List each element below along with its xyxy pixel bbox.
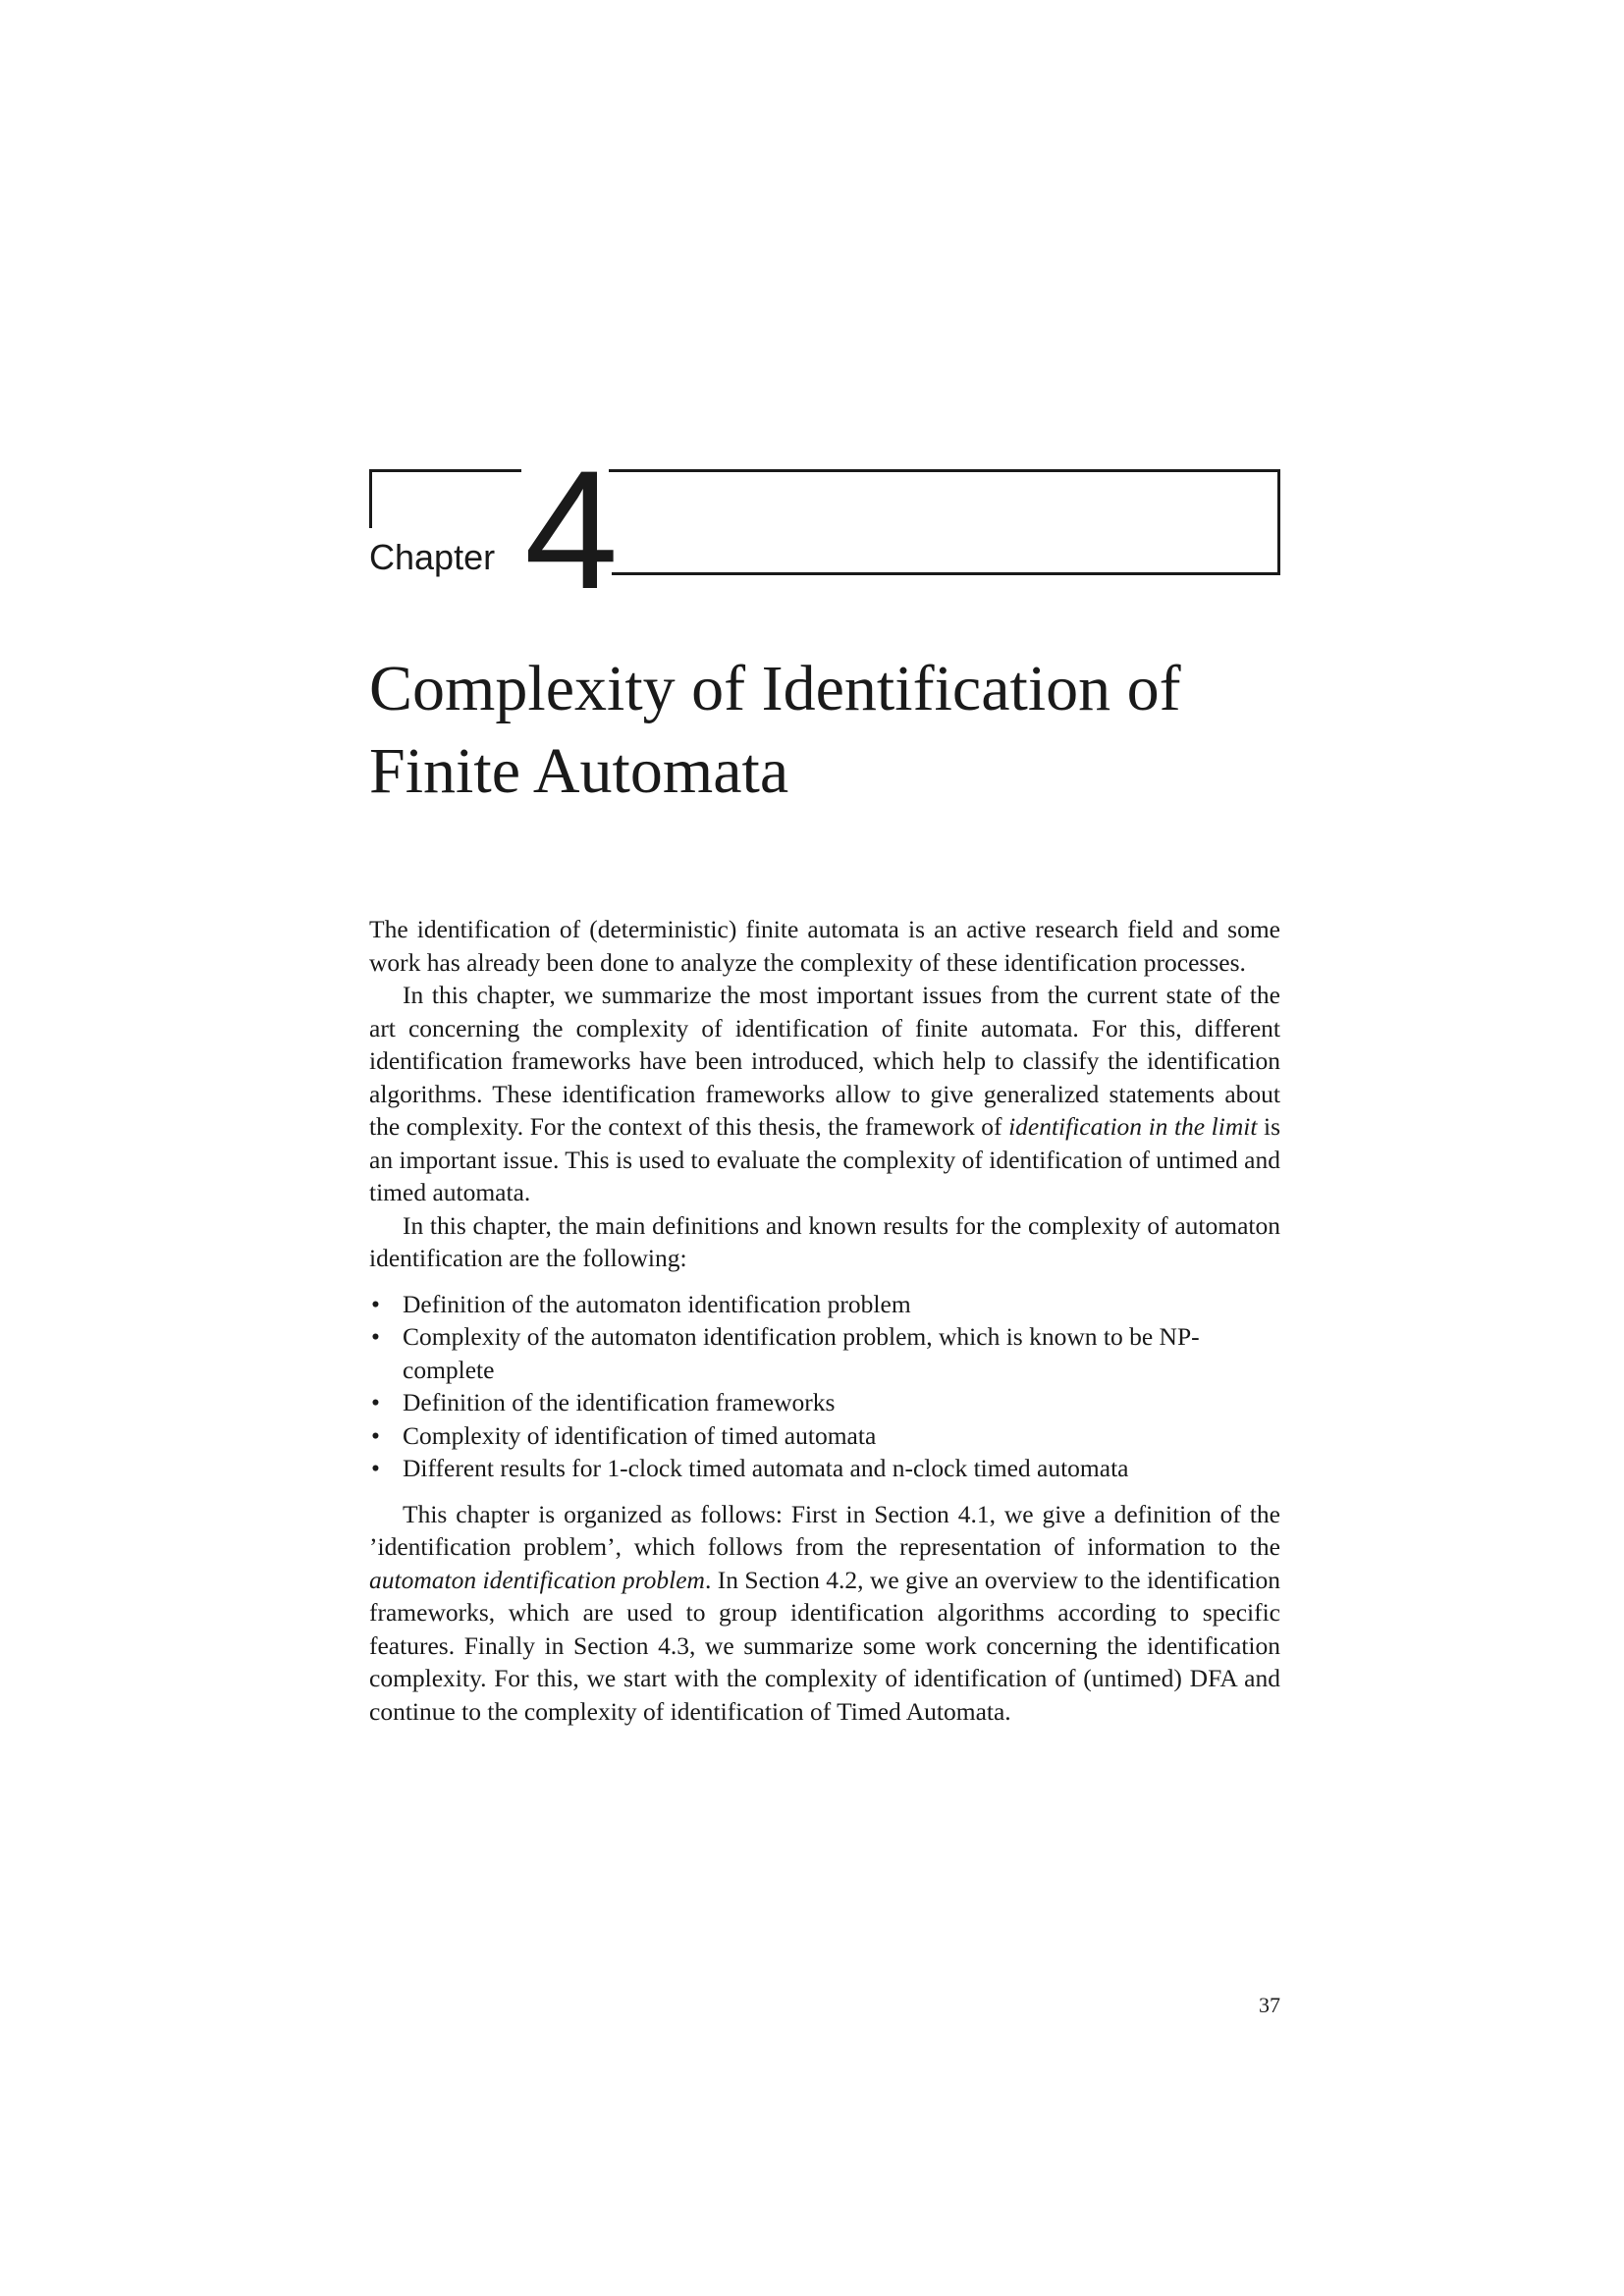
chapter-label: Chapter <box>369 537 496 577</box>
paragraph-results: In this chapter, the main definitions and known results for the complexity of automaton identification are the following: <box>369 1210 1280 1272</box>
chapter-title-line-2: Finite Automata <box>369 735 789 807</box>
list-item <box>369 1288 1280 1321</box>
list-item-text: Different results for 1-clock timed automata and n-clock timed automata <box>403 1454 1129 1482</box>
bullet-symbol: • <box>371 1454 380 1482</box>
paragraph-summary <box>369 979 1280 1209</box>
list-item-text: Complexity of identification of timed automata <box>403 1420 877 1450</box>
paragraph-summary-text-1: In this chapter, we summarize the most important issues from the current state of the art concerning the complexity of identification of finite automata. For this, different identification frameworks have been introduced, which help to classify the identification algorithms. These identification frameworks allow to give generalized statements about the complexity. For the context of this thesis, the framework of <box>369 981 1280 1141</box>
paragraph-summary-italic: identification in the limit <box>1008 1112 1258 1141</box>
list-item <box>369 1452 1280 1485</box>
chapter-frame-top-left-line <box>369 469 521 472</box>
paragraph-organization-text-2: . In Section 4.2, we give an overview to the identification frameworks, which are used to group identification algorithms according to specific features. Finally in Section 4.3, we summarize some work concerning the identification complexity. For this, we start with the complexity of identification of (untimed) DFA and continue to the complexity of identification of Timed Automata. <box>369 1565 1280 1726</box>
chapter-heading <box>369 436 1280 624</box>
page-number: 37 <box>1259 1993 1280 2017</box>
chapter-frame-top-right-line <box>609 469 1280 472</box>
paragraph-organization-italic: automaton identification problem <box>369 1565 705 1594</box>
list-item <box>369 1320 1280 1386</box>
paragraph-organization-text-1: This chapter is organized as follows: First in Section 4.1, we give a definition of the ’identification problem’, which follows from the representation of information to the <box>369 1499 1280 1561</box>
chapter-frame-right-line <box>1277 469 1280 575</box>
bullet-symbol: • <box>371 1420 380 1450</box>
bullet-symbol: • <box>371 1322 380 1351</box>
chapter-frame-left-line <box>369 469 372 528</box>
paragraph-summary-text-2: is an important issue. This is used to evaluate the complexity of identification of untimed and timed automata. <box>369 1112 1280 1206</box>
chapter-number: 4 <box>524 436 619 624</box>
chapter-title <box>369 648 1312 813</box>
paragraph-organization <box>369 1498 1280 1729</box>
list-item <box>369 1386 1280 1419</box>
bullet-symbol: • <box>371 1388 380 1416</box>
bullet-symbol: • <box>371 1289 380 1318</box>
chapter-frame-bottom-line <box>612 572 1280 575</box>
list-item <box>369 1419 1280 1453</box>
chapter-title-line-1: Complexity of Identification of <box>369 653 1181 724</box>
paragraph-intro: The identification of (deterministic) finite automata is an active research field and some work has already been done to analyze the complexity of these identification processes. <box>369 915 1280 977</box>
list-item-text: Definition of the identification frameworks <box>403 1388 836 1416</box>
chapter-body <box>369 913 1280 1728</box>
list-item-text: Definition of the automaton identification problem <box>403 1289 911 1318</box>
list-item-text: Complexity of the automaton identification problem, which is known to be NP-complete <box>403 1322 1200 1384</box>
results-list <box>369 1288 1280 1485</box>
